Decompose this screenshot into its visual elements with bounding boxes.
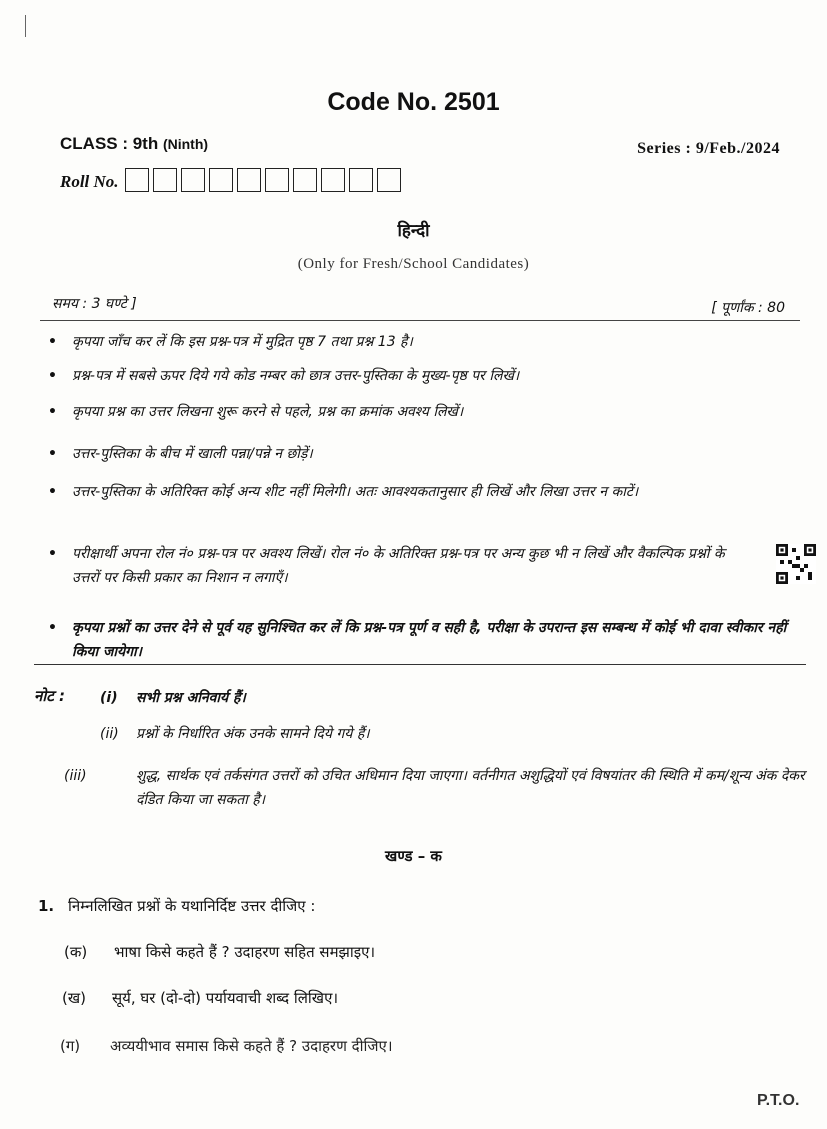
roll-box[interactable] [349, 168, 373, 192]
scan-mark [25, 15, 26, 37]
class-label [60, 134, 208, 154]
qr-code [776, 544, 816, 584]
instruction-item: • कृपया प्रश्न का उत्तर लिखना शुरू करने से पहले, प्रश्न का क्रमांक अवश्य लिखें। [48, 404, 464, 420]
note-item: (iii) शुद्ध, सार्थक एवं तर्कसंगत उत्तरों को उचित अधिमान दिया जाएगा। वर्तनीगत अशुद्धियों एवं विषयांतर की स्थिति में कम/शून्य अंक देकर दंडित किया जा सकता है। [64, 768, 805, 808]
question-part: (ख) सूर्य, घर (दो-दो) पर्यायवाची शब्द लिखिए। [62, 989, 339, 1007]
section-heading: खण्ड – क [385, 847, 442, 865]
roll-box[interactable] [125, 168, 149, 192]
roll-box[interactable] [181, 168, 205, 192]
instruction-item: • परीक्षार्थी अपना रोल नं० प्रश्न-पत्र पर अवश्य लिखें। रोल नं० के अतिरिक्त प्रश्न-पत्र पर अन्य कुछ भी न लिखें और वैकल्पिक प्रश्नों के उत्तरों पर किसी प्रकार का निशान न लगाएँ। [48, 546, 725, 586]
note-item: (i) सभी प्रश्न अनिवार्य हैं। [100, 690, 246, 706]
roll-box[interactable] [237, 168, 261, 192]
instruction-item: • कृपया जाँच कर लें कि इस प्रश्न-पत्र में मुद्रित पृष्ठ 7 तथा प्रश्न 13 है। [48, 334, 413, 350]
candidates-note: (Only for Fresh/School Candidates) [297, 256, 530, 272]
page-footer: P.T.O. [757, 1092, 800, 1109]
roll-box[interactable] [293, 168, 317, 192]
max-marks: [ पूर्णांक : 80 [711, 300, 785, 316]
subject-title: हिन्दी [397, 221, 430, 241]
instruction-item: • उत्तर-पुस्तिका के अतिरिक्त कोई अन्य शीट नहीं मिलेगी। अतः आवश्यकतानुसार ही लिखें और लिखा उत्तर न काटें। [48, 484, 639, 500]
question-part: (क) भाषा किसे कहते हैं ? उदाहरण सहित समझाइए। [64, 943, 376, 961]
roll-number-boxes [125, 168, 405, 192]
note-item: (ii) प्रश्नों के निर्धारित अंक उनके सामने दिये गये हैं। [100, 726, 370, 742]
divider [40, 320, 800, 321]
class-value: CLASS : 9th [60, 134, 159, 153]
time-allowed: समय : 3 घण्टे ] [52, 296, 137, 312]
class-sub: (Ninth) [162, 136, 209, 152]
roll-number-row [60, 168, 405, 192]
roll-box[interactable] [209, 168, 233, 192]
question-1: 1. निम्नलिखित प्रश्नों के यथानिर्दिष्ट उत्तर दीजिए : [38, 897, 316, 915]
roll-label: Roll No. [60, 172, 119, 191]
instruction-item: • कृपया प्रश्नों का उत्तर देने से पूर्व यह सुनिश्चित कर लें कि प्रश्न-पत्र पूर्ण व सही है, परीक्षा के उपरान्त इस सम्बन्ध में कोई भी दावा स्वीकार नहीं किया जायेगा। [48, 620, 787, 660]
roll-box[interactable] [153, 168, 177, 192]
divider [34, 664, 806, 665]
question-part: (ग) अव्ययीभाव समास किसे कहते हैं ? उदाहरण दीजिए। [60, 1037, 393, 1055]
series-label: Series : 9/Feb./2024 [637, 140, 780, 157]
roll-box[interactable] [265, 168, 289, 192]
roll-box[interactable] [377, 168, 401, 192]
instruction-item: • प्रश्न-पत्र में सबसे ऊपर दिये गये कोड नम्बर को छात्र उत्तर-पुस्तिका के मुख्य-पृष्ठ पर लिखें। [48, 368, 520, 384]
note-label: नोट : [34, 687, 65, 705]
code-number: Code No. 2501 [327, 88, 500, 116]
instruction-item: • उत्तर-पुस्तिका के बीच में खाली पन्ना/पन्ने न छोड़ें। [48, 446, 313, 462]
roll-box[interactable] [321, 168, 345, 192]
